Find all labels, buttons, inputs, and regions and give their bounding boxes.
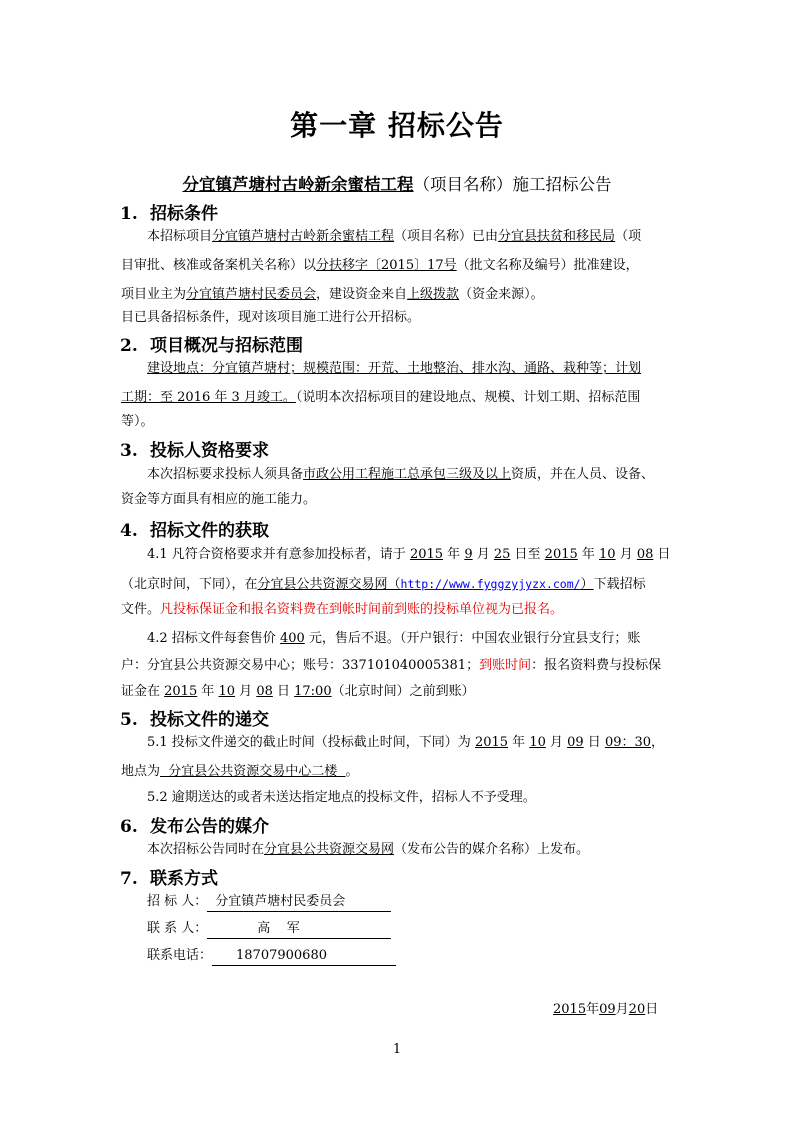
text-span: 分宜县公共资源交易网: [264, 842, 395, 857]
contact-row-phone: [147, 947, 396, 966]
text-span: （项目名称）已由: [394, 229, 499, 244]
text-span: 09: [599, 1002, 616, 1017]
section-6-heading: [120, 812, 269, 837]
contact-person-value: 高 军: [207, 920, 391, 939]
s2-line-2: [121, 389, 640, 407]
text-span: 年: [586, 1002, 600, 1017]
section-number: 3.: [120, 441, 138, 461]
section-number: 2.: [120, 336, 138, 356]
section-3-heading: [120, 436, 269, 461]
section-2-heading: [120, 331, 303, 356]
text-span: 目审批、核准或备案机关名称）以: [121, 258, 317, 273]
s5-line-3: 5.2 逾期送达的或者未送达指定地点的投标文件，招标人不予受理。: [147, 790, 536, 805]
s1-line-2: [121, 257, 639, 275]
field-label: 招 标 人：: [147, 894, 208, 909]
s4-line-2: [121, 575, 646, 594]
section-5-heading: [120, 705, 269, 730]
text-span: 资质，并在人员、设备、: [511, 467, 655, 482]
text-span: 月: [615, 547, 637, 562]
s4-line-3: [121, 601, 563, 619]
text-span: 2015: [474, 735, 509, 750]
text-span: 9: [464, 547, 473, 562]
section-number: 6.: [120, 817, 138, 837]
text-span: 本次招标公告同时在: [147, 842, 265, 857]
text-span: 年: [197, 684, 219, 699]
text-span: ，: [651, 735, 665, 750]
text-span: （说明本次招标项目的建设地点、规模、计划工期、招标范围: [295, 390, 641, 405]
text-span: 证金在: [121, 684, 165, 699]
text-span: 下载招标: [593, 577, 646, 592]
text-span: （批文名称及编号）批准建设，: [456, 258, 639, 273]
text-span: 日: [645, 1002, 659, 1017]
text-span: 2015: [164, 684, 198, 699]
text-span: 分宜镇芦塘村古岭新余蜜桔工程: [212, 229, 395, 244]
text-span: 17:00: [294, 684, 332, 699]
s1-line-3: [121, 286, 544, 304]
s5-line-1: [147, 734, 664, 752]
text-span: 年: [443, 547, 465, 562]
page-title: 第一章 招标公告: [290, 109, 504, 142]
page-number: 1: [392, 1042, 402, 1057]
text-span: 分宜县公共资源交易网（: [257, 577, 401, 592]
text-span: 户：分宜县公共资源交易中心；账号：337101040005381；: [121, 658, 480, 673]
text-span: 10: [599, 547, 616, 562]
field-label: 联 系 人：: [147, 921, 208, 936]
s4-line-1: [147, 546, 671, 564]
section-number: 4.: [120, 521, 138, 541]
text-span: 月: [235, 684, 257, 699]
section-1-heading: [120, 199, 218, 224]
text-span: （发布公告的媒介名称）上发布。: [394, 842, 590, 857]
contact-row-contact: [147, 920, 391, 939]
text-span: 4.2 招标文件每套售价: [147, 631, 280, 646]
s1-line-4: 目已具备招标条件，现对该项目施工进行公开招标。: [121, 310, 421, 325]
text-span: （项: [615, 229, 642, 244]
text-span: 年: [577, 547, 600, 562]
contact-row-tenderer: [147, 893, 391, 912]
text-span: 上级拨款: [407, 287, 460, 302]
text-span: （北京时间）之前到账）: [331, 684, 475, 699]
section-title: 投标文件的递交: [150, 710, 269, 730]
section-title: 项目概况与招标范围: [150, 336, 303, 356]
s5-line-2: [121, 763, 359, 781]
text-span: ，建设资金来自: [316, 287, 408, 302]
text-span: ：报名资料费与投标保: [531, 658, 662, 673]
text-span: 400: [279, 631, 305, 646]
text-span: 本招标项目: [147, 229, 213, 244]
text-span: 分宜镇芦塘村民委员会: [186, 287, 317, 302]
text-span: 到账时间: [479, 658, 532, 673]
text-span: 08: [256, 684, 273, 699]
text-span: 20: [628, 1002, 646, 1017]
text-span: 分宜县公共资源交易中心二楼: [160, 764, 346, 779]
section-number: 5.: [120, 710, 138, 730]
text-span: 地点为: [121, 764, 161, 779]
registration-notice: 凡投标保证金和报名资料费在到帐时间前到账的投标单位视为已报名。: [160, 602, 564, 617]
text-span: 10: [218, 684, 236, 699]
text-span: 分扶移字〔2015〕17号: [316, 258, 457, 273]
subtitle-rest: （项目名称）施工招标公告: [413, 175, 612, 194]
text-span: 分宜县扶贫和移民局: [498, 229, 616, 244]
field-label: 联系电话：: [147, 948, 213, 963]
text-span: 工期：至 2016 年 3 月竣工。: [121, 390, 296, 405]
text-span: （资金来源）。: [459, 287, 544, 302]
text-span: 2015: [409, 547, 444, 562]
text-span: 09: [567, 735, 584, 750]
website-link[interactable]: http://www.fyggzyjyzx.com/: [400, 577, 581, 591]
text-span: 日至: [510, 547, 545, 562]
s3-line-1: [147, 466, 654, 484]
section-title: 投标人资格要求: [150, 441, 269, 461]
text-span: ）: [580, 577, 594, 592]
s2-line-3: 等）。: [121, 414, 154, 429]
section-title: 发布公告的媒介: [150, 817, 269, 837]
text-span: 市政公用工程施工总承包三级及以上: [303, 467, 512, 482]
section-number: 1.: [120, 204, 138, 224]
s4-line-6: [121, 683, 475, 701]
s3-line-2: 资金等方面具有相应的施工能力。: [121, 492, 317, 507]
text-span: 2015: [544, 547, 578, 562]
s6-line-1: [147, 841, 589, 859]
text-span: 项目业主为: [121, 287, 187, 302]
text-span: 本次招标要求投标人须具备: [147, 467, 304, 482]
s2-line-1: 建设地点：分宜镇芦塘村；规模范围：开荒、土地整治、排水沟、通路、栽种等；计划: [147, 361, 642, 376]
s4-line-4: [147, 630, 640, 648]
phone-value: 18707900680: [212, 947, 396, 966]
text-span: （北京时间，下同），在: [121, 577, 258, 592]
section-7-heading: [120, 864, 218, 889]
s4-line-5: [121, 657, 661, 675]
section-title: 联系方式: [150, 869, 218, 889]
text-span: 10: [529, 735, 546, 750]
text-span: 文件。: [121, 602, 161, 617]
section-4-heading: [120, 516, 269, 541]
s1-line-1: [147, 228, 641, 246]
page-subtitle: [0, 171, 794, 195]
section-number: 7.: [120, 869, 138, 889]
text-span: 25: [493, 547, 511, 562]
text-span: 4.1 凡符合资格要求并有意参加投标者，请于: [147, 547, 410, 562]
text-span: 日: [653, 547, 671, 562]
section-title: 招标条件: [150, 204, 218, 224]
text-span: 08: [636, 547, 654, 562]
text-span: 日: [272, 684, 295, 699]
section-title: 招标文件的获取: [150, 521, 269, 541]
text-span: 月: [615, 1002, 629, 1017]
text-span: 5.1 投标文件递交的截止时间（投标截止时间，下同）为: [147, 735, 475, 750]
subtitle-project-name: 分宜镇芦塘村古岭新余蜜桔工程: [182, 175, 414, 194]
text-span: 09：30: [604, 735, 652, 750]
text-span: 。: [345, 764, 359, 779]
text-span: 月: [472, 547, 494, 562]
text-span: 月: [545, 735, 568, 750]
signature-date: [553, 1001, 658, 1019]
tenderer-value: 分宜镇芦塘村民委员会: [207, 893, 391, 912]
text-span: 日: [583, 735, 605, 750]
text-span: 元，售后不退。（开户银行：中国农业银行分宜县支行；账: [304, 631, 641, 646]
text-span: 年: [508, 735, 530, 750]
text-span: 2015: [553, 1002, 587, 1017]
